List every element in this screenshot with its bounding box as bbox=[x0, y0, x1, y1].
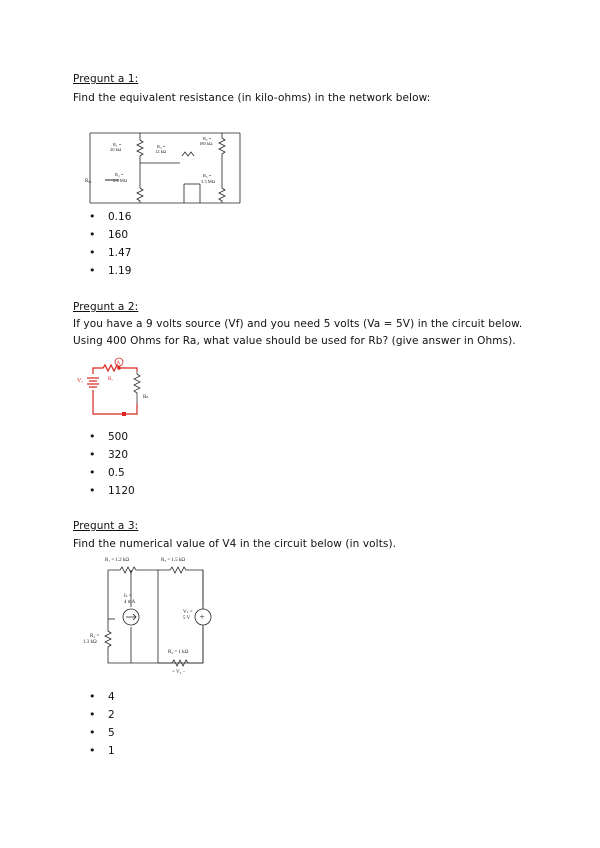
r3-label: R₃ = 1.5 kΩ bbox=[161, 558, 186, 563]
is-label: Iₛ = bbox=[124, 594, 132, 599]
question-2-options bbox=[73, 428, 135, 500]
question-3-text: Find the numerical value of V4 in the circuit below (in volts). bbox=[73, 538, 397, 550]
r3-value: 12 kΩ bbox=[155, 149, 167, 154]
option-item: • 2 bbox=[73, 706, 115, 724]
question-1-options bbox=[73, 208, 131, 280]
option-item: • 0.5 bbox=[73, 464, 135, 482]
option-item: • 0.16 bbox=[73, 208, 131, 226]
req-label: Rₑ₃ bbox=[85, 179, 92, 184]
r1-label: R₁ = 1.2 kΩ bbox=[105, 558, 130, 563]
question-3-title: Pregunt a 3: bbox=[73, 520, 139, 532]
question-1-text: Find the equivalent resistance (in kilo-ohms) in the network below: bbox=[73, 92, 431, 104]
option-item: • 1120 bbox=[73, 482, 135, 500]
r5-label: R₅ = bbox=[203, 173, 212, 178]
option-item: • 4 bbox=[73, 688, 115, 706]
r2-value: 180 kΩ bbox=[199, 141, 213, 146]
option-item: • 5 bbox=[73, 724, 115, 742]
option-item: • 500 bbox=[73, 428, 135, 446]
svg-text:+: + bbox=[199, 612, 205, 622]
r2-value: 1.3 kΩ bbox=[83, 640, 97, 645]
r1-label: R₁ = bbox=[113, 142, 122, 147]
question-2-line-2: Using 400 Ohms for Ra, what value should be used for Rb? (give answer in Ohms). bbox=[73, 335, 516, 347]
vs-label: Vₛ = bbox=[183, 610, 193, 615]
v4-label: + V₄ − bbox=[172, 670, 186, 675]
r2-label: R₂ = bbox=[90, 634, 100, 639]
r4-label: R₄ = bbox=[115, 172, 124, 177]
option-item: • 1 bbox=[73, 742, 115, 760]
r4-label: R₄ = 1 kΩ bbox=[168, 650, 189, 655]
option-item: • 1.19 bbox=[73, 262, 131, 280]
option-item: • 1.47 bbox=[73, 244, 131, 262]
node-a-label: A bbox=[116, 361, 121, 366]
option-item: • 320 bbox=[73, 446, 135, 464]
circuit-diagram-2 bbox=[75, 356, 165, 418]
question-2-title: Pregunt a 2: bbox=[73, 301, 139, 313]
rb-label: Rₕ bbox=[143, 395, 149, 400]
r2-label: R₂ = bbox=[203, 136, 212, 141]
circuit-diagram-1 bbox=[85, 128, 245, 203]
is-value: 4 mA bbox=[124, 600, 136, 605]
ra-label: Rₐ bbox=[108, 377, 113, 382]
option-item: • 160 bbox=[73, 226, 131, 244]
vf-label: Vₒ bbox=[77, 378, 84, 384]
r5-value: 3.3 MΩ bbox=[201, 179, 216, 184]
r3-label: R₃ = bbox=[157, 144, 166, 149]
circuit-diagram-3 bbox=[80, 555, 215, 680]
question-1-title: Pregunt a 1: bbox=[73, 73, 139, 85]
question-3-options bbox=[73, 688, 115, 760]
r1-value: 20 kΩ bbox=[110, 147, 122, 152]
r4-value: 2.4 MΩ bbox=[113, 178, 128, 183]
question-2-line-1: If you have a 9 volts source (Vf) and you need 5 volts (Va = 5V) in the circuit below. bbox=[73, 318, 523, 330]
vs-value: 5 V bbox=[183, 616, 191, 621]
